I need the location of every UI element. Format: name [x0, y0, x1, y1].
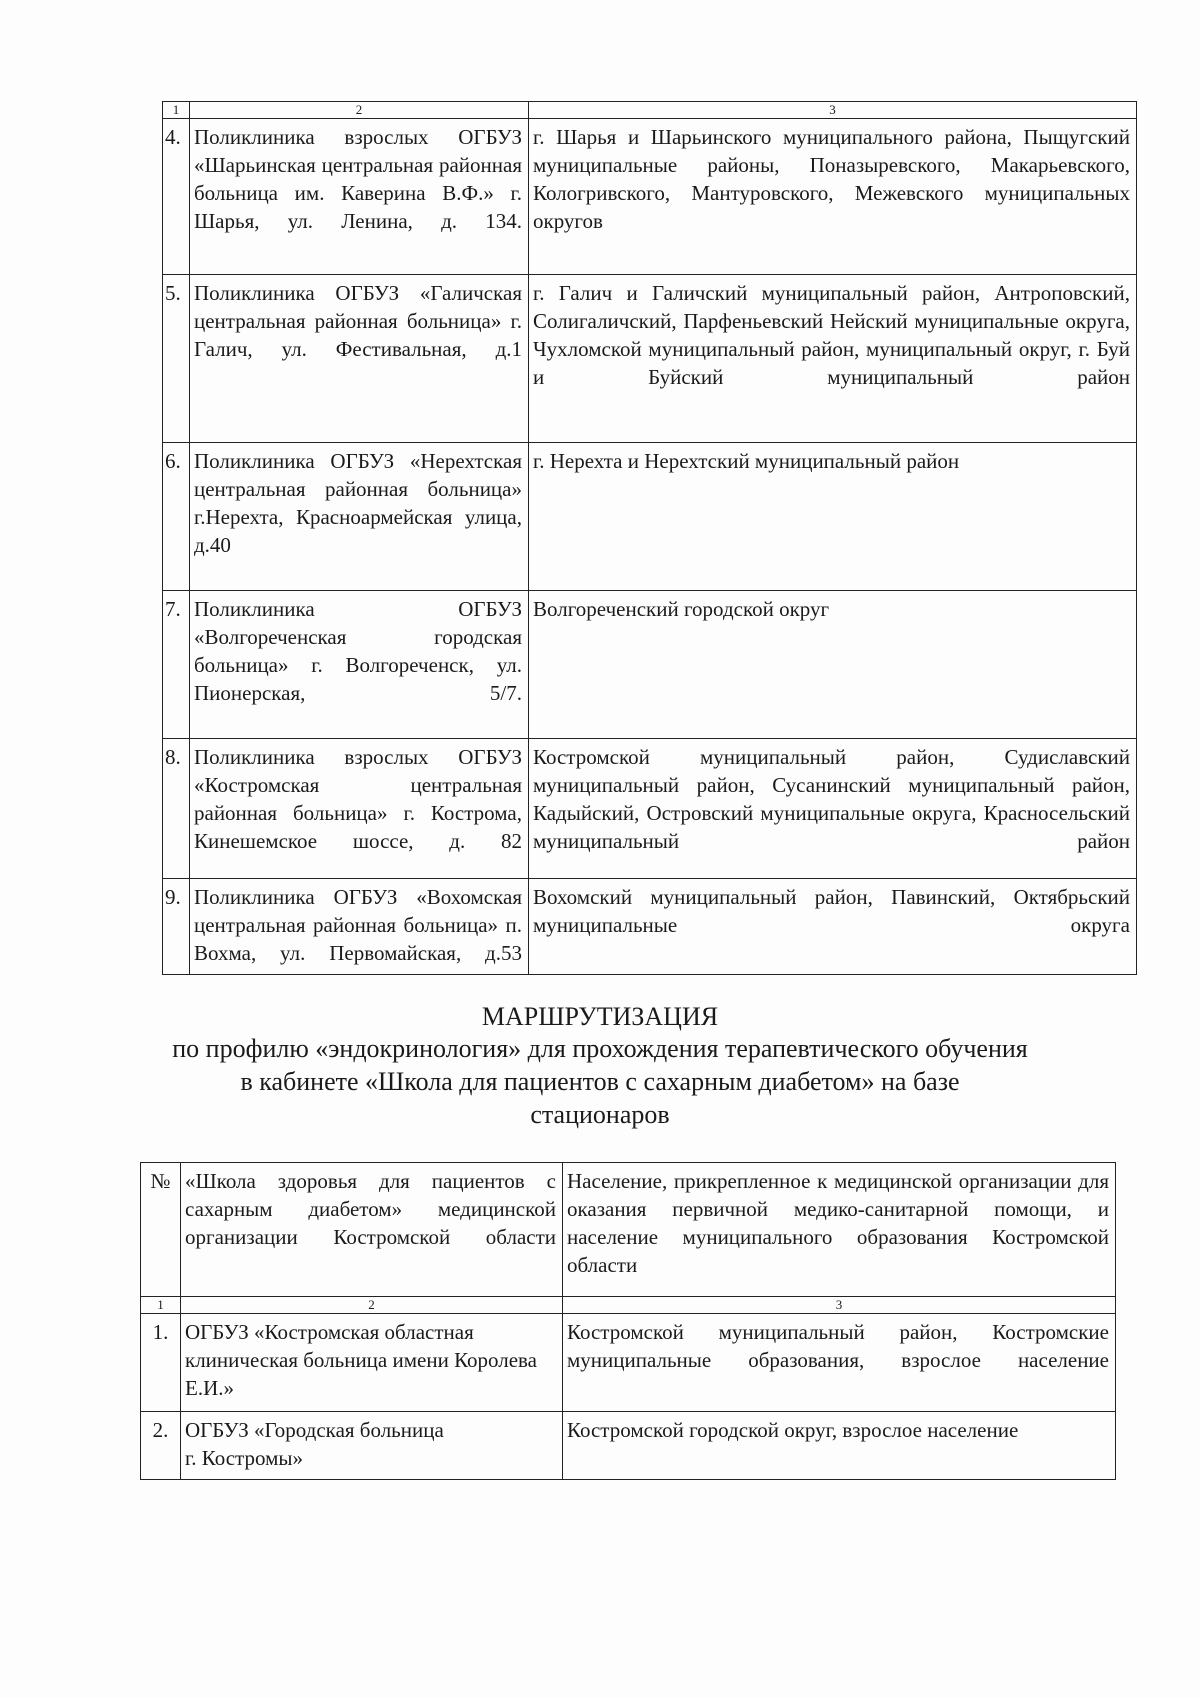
table-row — [141, 1314, 1116, 1412]
hospital-cell — [181, 1412, 563, 1480]
diabetes-school-routing-table — [140, 1162, 1116, 1480]
population-heading: Население, прикрепленное к медицинской организации для оказания первичной медико-санитарной помощи, и население муниципального образования Костромской области — [563, 1163, 1116, 1297]
clinic-cell: Поликлиника ОГБУЗ «Вохомская центральная районная больница» п. Вохма, ул. Первомайская, д.53 — [190, 879, 529, 975]
number-heading: № — [141, 1163, 181, 1297]
column-number-cell: 3 — [563, 1297, 1116, 1314]
row-number: 5. — [163, 275, 190, 443]
row-number: 8. — [163, 739, 190, 879]
territory-cell: г. Галич и Галичский муниципальный район, Антроповский, Солигаличский, Парфеньевский Нейский муниципальные округа, Чухломской муниципальный район, муниципальный округ, г. Буй и Буйский муниципальный район — [529, 275, 1137, 443]
territory-cell: Вохомский муниципальный район, Павинский, Октябрьский муниципальные округа — [529, 879, 1137, 975]
hospital-cell: ОГБУЗ «Костромская областная клиническая больница имени Королева Е.И.» — [181, 1314, 563, 1412]
table-row — [163, 879, 1137, 975]
territory-cell: г. Шарья и Шарьинского муниципального района, Пыщугский муниципальные районы, Поназыревского, Макарьевского, Кологривского, Мантуровского, Межевского муниципальных округов — [529, 119, 1137, 275]
hospital-city-line: г. Костромы» — [185, 1446, 303, 1470]
subtitle-line: стационаров — [530, 1100, 670, 1129]
territory-cell: Костромской муниципальный район, Судиславский муниципальный район, Сусанинский муниципальный район, Кадыйский, Островский муниципальные округа, Красносельский муниципальный район — [529, 739, 1137, 879]
column-number-cell: 1 — [141, 1297, 181, 1314]
subtitle-line: по профилю «эндокринология» для прохождения терапевтического обучения — [172, 1034, 1028, 1063]
clinic-cell: Поликлиника взрослых ОГБУЗ «Шарьинская центральная районная больница им. Каверина В.Ф.» г. Шарья, ул. Ленина, д. 134. — [190, 119, 529, 275]
header-row — [141, 1163, 1116, 1297]
table-row — [141, 1412, 1116, 1480]
column-number-cell: 2 — [181, 1297, 563, 1314]
row-number: 7. — [163, 591, 190, 739]
territory-cell: Волгореченский городской округ — [529, 591, 1137, 739]
row-number: 1. — [141, 1314, 181, 1412]
population-cell: Костромской муниципальный район, Костромские муниципальные образования, взрослое население — [563, 1314, 1116, 1412]
table-row — [163, 443, 1137, 591]
clinic-cell: Поликлиника ОГБУЗ «Волгореченская городская больница» г. Волгореченск, ул. Пионерская, 5/7. — [190, 591, 529, 739]
school-heading: «Школа здоровья для пациентов с сахарным диабетом» медицинской организации Костромской области — [181, 1163, 563, 1297]
clinic-cell: Поликлиника ОГБУЗ «Галичская центральная районная больница» г. Галич, ул. Фестивальная, д.1 — [190, 275, 529, 443]
column-number-cell: 2 — [190, 102, 529, 119]
territory-cell: г. Нерехта и Нерехтский муниципальный район — [529, 443, 1137, 591]
row-number: 2. — [141, 1412, 181, 1480]
table-row — [163, 119, 1137, 275]
column-number-cell: 3 — [529, 102, 1137, 119]
polyclinic-routing-table — [162, 101, 1137, 975]
hospital-name-line: ОГБУЗ «Городская больница — [185, 1418, 444, 1442]
column-number-row — [141, 1297, 1116, 1314]
clinic-cell: Поликлиника взрослых ОГБУЗ «Костромская центральная районная больница» г. Кострома, Кинешемское шоссе, д. 82 — [190, 739, 529, 879]
row-number: 9. — [163, 879, 190, 975]
section-title: МАРШРУТИЗАЦИЯ — [481, 1002, 719, 1031]
row-number: 6. — [163, 443, 190, 591]
section-subtitle — [0, 1032, 1200, 1131]
clinic-cell: Поликлиника ОГБУЗ «Нерехтская центральная районная больница» г.Нерехта, Красноармейская улица, д.40 — [190, 443, 529, 591]
population-cell: Костромской городской округ, взрослое население — [563, 1412, 1116, 1480]
table-row — [163, 275, 1137, 443]
column-number-row — [163, 102, 1137, 119]
row-number: 4. — [163, 119, 190, 275]
table-row — [163, 591, 1137, 739]
subtitle-line: в кабинете «Школа для пациентов с сахарным диабетом» на базе — [240, 1067, 960, 1096]
table-row — [163, 739, 1137, 879]
column-number-cell: 1 — [163, 102, 190, 119]
